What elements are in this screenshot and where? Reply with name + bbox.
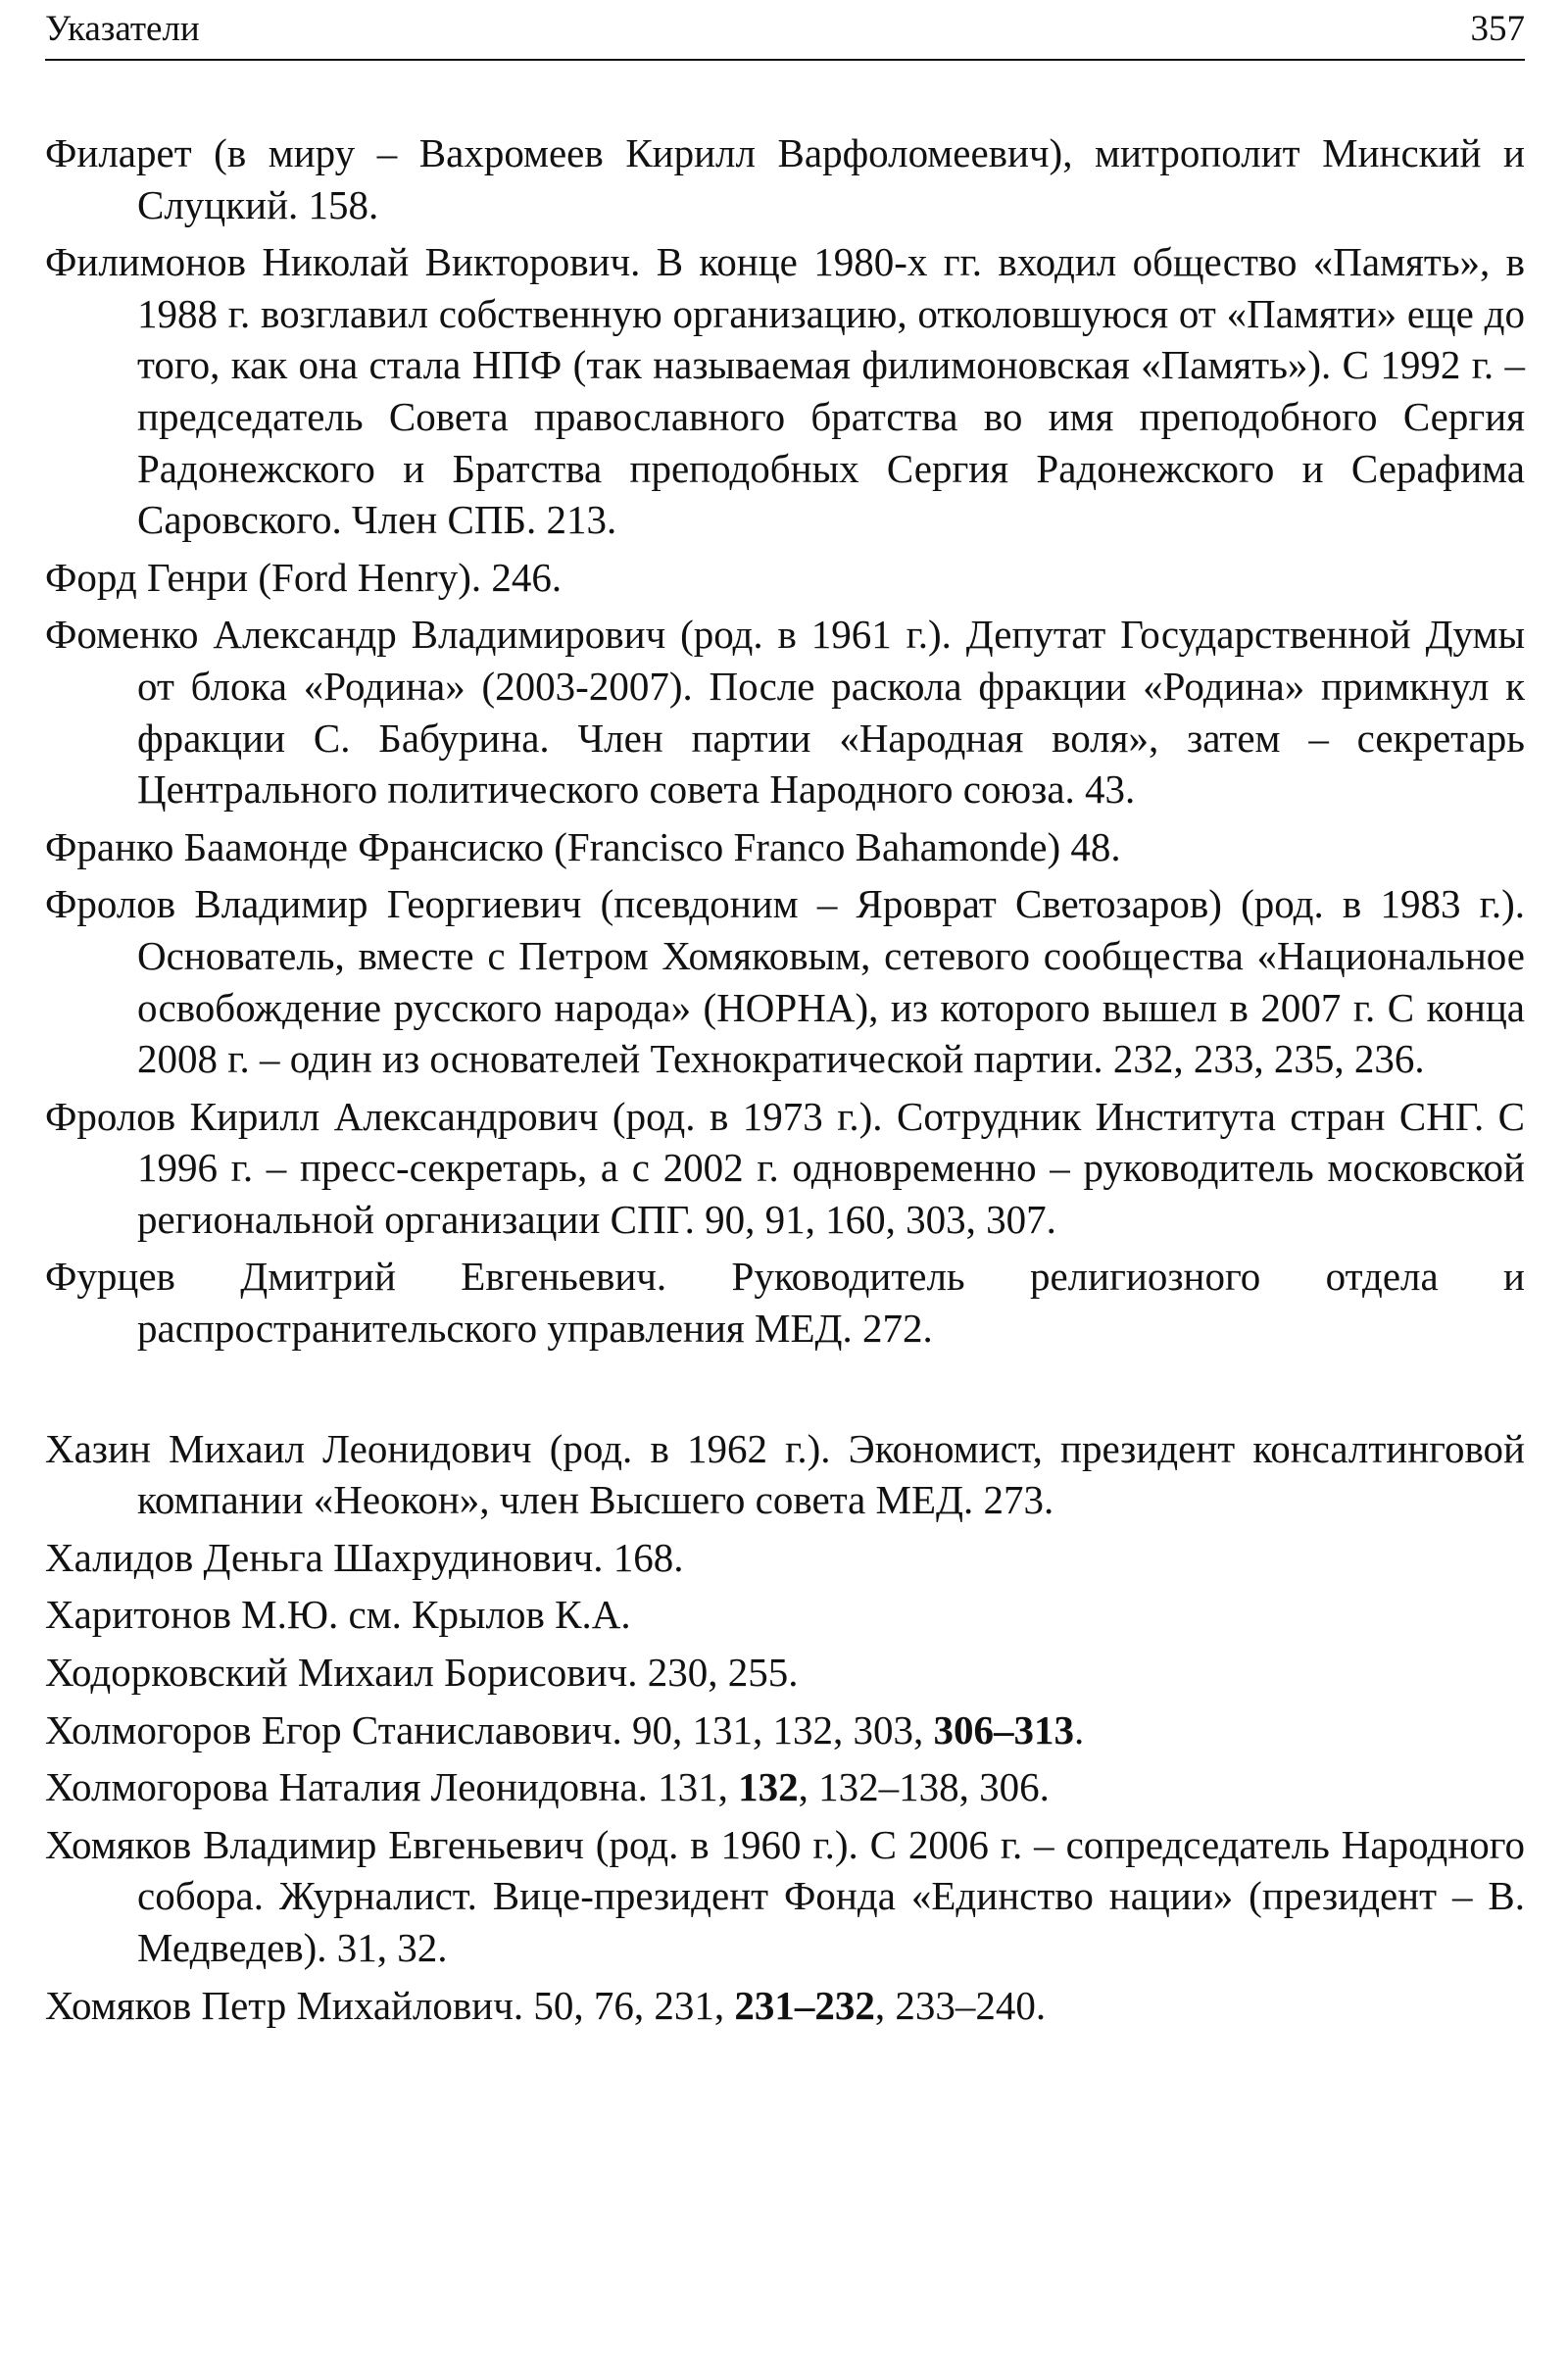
index-list xyxy=(45,127,1525,2037)
index-entry-filimonov: Филимонов Николай Викторович. В конце 1980-х гг. входил общество «Память», в 1988 г. возглавил собственную организацию, отколовшуюся от «Памяти» еще до того, как она стала НПФ (так называемая филимоновская «Память»). С 1992 г. – председатель Совета православного братства во имя преподобного Сергия Радонежского и Братства преподобных Сергия Радонежского и Серафима Саровского. Член СПБ. 213. xyxy=(45,239,1525,543)
index-entry-franco: Франко Баамонде Франсиско (Francisco Franco Bahamonde) 48. xyxy=(45,823,1121,869)
index-entry-fomenko: Фоменко Александр Владимирович (род. в 1961 г.). Депутат Государственной Думы от блока «Родина» (2003-2007). После раскола фракции «Родина» примкнул к фракции С. Бабурина. Член партии «Народная воля», затем – секретарь Центрального политического совета Народного союза. 43. xyxy=(45,612,1525,813)
index-entry-furtsev: Фурцев Дмитрий Евгеньевич. Руководитель религиозного отдела и распространительского управления МЕД. 272. xyxy=(45,1254,1525,1352)
entry-bold-pages: 132 xyxy=(738,1764,799,1810)
entry-text: Хомяков Петр Михайлович. 50, 76, 231, xyxy=(45,1982,735,2028)
index-entry-frolov-kirill: Фролов Кирилл Александрович (род. в 1973 г.). Сотрудник Института стран СНГ. С 1996 г. – пресс-секретарь, а с 2002 г. одновременно – руководитель московской региональной организации СПГ. 90, 91, 160, 303, 307. xyxy=(45,1093,1525,1242)
entry-text: , 233–240. xyxy=(874,1982,1047,2028)
page-number: 357 xyxy=(1470,9,1525,49)
entry-bold-pages: 306–313 xyxy=(933,1706,1075,1753)
entry-text: Холмогорова Наталия Леонидовна. 131, xyxy=(45,1764,739,1810)
running-header xyxy=(45,0,1525,61)
section-divider-gap xyxy=(45,1360,1525,1423)
index-entry-khazin: Хазин Михаил Леонидович (род. в 1962 г.). Экономист, президент консалтинговой компании «Неокон», член Высшего совета МЕД. 273. xyxy=(45,1425,1525,1523)
index-entry-khalidov: Халидов Деньга Шахрудинович. 168. xyxy=(45,1534,684,1580)
index-entry-khodorkovsky: Ходорковский Михаил Борисович. 230, 255. xyxy=(45,1650,799,1696)
index-entry-khomyakov-vladimir: Хомяков Владимир Евгеньевич (род. в 1960 г.). С 2006 г. – сопредседатель Народного собора. Журналист. Вице-президент Фонда «Единство нации» (президент – В. Медведев). 31, 32. xyxy=(45,1821,1525,1970)
index-entry-ford: Форд Генри (Ford Henry). 246. xyxy=(45,554,563,600)
index-entry-kharitonov: Харитонов М.Ю. см. Крылов К.А. xyxy=(45,1592,631,1638)
section-title: Указатели xyxy=(45,9,200,49)
entry-bold-pages: 231–232 xyxy=(734,1982,875,2028)
entry-text: Холмогоров Егор Станиславович. 90, 131, 132, 303, xyxy=(45,1706,934,1753)
entry-text: , 132–138, 306. xyxy=(798,1764,1050,1810)
index-entry-kholmogorov xyxy=(45,1704,1525,1756)
index-entry-filaret: Филарет (в миру – Вахромеев Кирилл Варфоломеевич), митрополит Минский и Слуцкий. 158. xyxy=(45,130,1525,227)
index-entry-frolov-vladimir: Фролов Владимир Георгиевич (псевдоним – Яроврат Светозаров) (род. в 1983 г.). Основатель, вместе с Петром Хомяковым, сетевого сообщества «Национальное освобождение русского народа» (НОРНА), из которого вышел в 2007 г. С конца 2008 г. – один из основателей Технократической партии. 232, 233, 235, 236. xyxy=(45,881,1525,1082)
index-entry-kholmogorova xyxy=(45,1761,1525,1813)
index-entry-khomyakov-petr xyxy=(45,1980,1525,2032)
entry-text: . xyxy=(1074,1706,1085,1753)
